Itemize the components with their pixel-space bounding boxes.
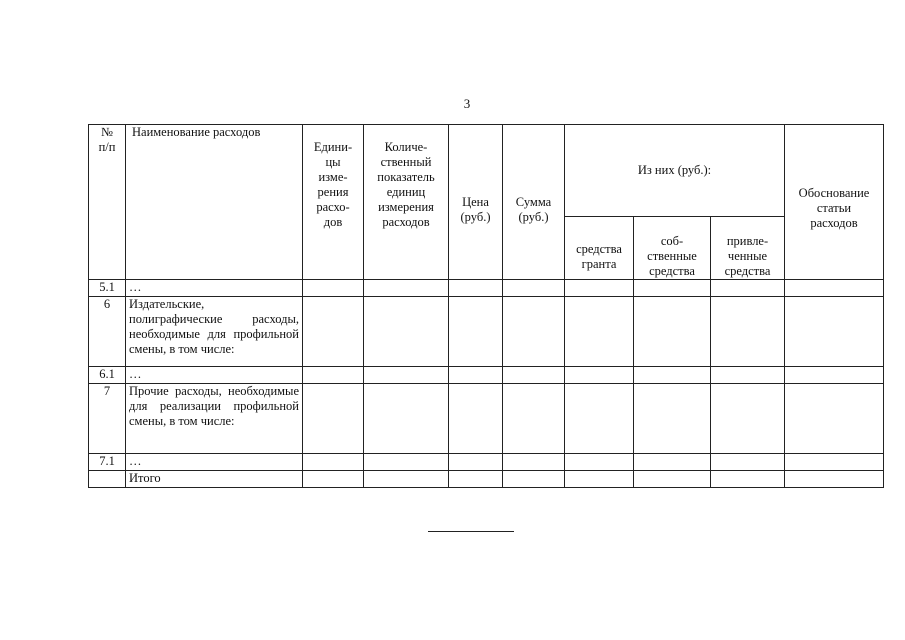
table-row: [89, 384, 884, 454]
header-unit-text: Едини- цы изме- рения расхо- дов: [313, 140, 353, 229]
row-num: 7: [89, 384, 126, 454]
row-name: …: [126, 367, 303, 384]
header-own-text: соб- ственные средства: [647, 234, 697, 278]
header-name: Наименование расходов: [126, 125, 303, 280]
table-row: [89, 454, 884, 471]
header-own: [634, 217, 711, 280]
row-name: …: [126, 280, 303, 297]
row-num: 7.1: [89, 454, 126, 471]
header-qty: [364, 125, 449, 280]
row-num: 5.1: [89, 280, 126, 297]
expense-table: [88, 124, 884, 488]
row-name: …: [126, 454, 303, 471]
page-number: 3: [463, 96, 471, 111]
row-num: 6: [89, 297, 126, 367]
row-name: Прочие расходы, необходимые для реализации профильной смены, в том числе:: [126, 384, 303, 454]
header-grant-text: средства гранта: [576, 242, 622, 271]
header-justification: [785, 125, 884, 280]
header-unit: [303, 125, 364, 280]
table-row: [89, 367, 884, 384]
header-attracted: [711, 217, 785, 280]
header-num: № п/п: [89, 125, 126, 280]
row-num: [89, 471, 126, 488]
header-grant: [565, 217, 634, 280]
header-attracted-text: привле- ченные средства: [724, 234, 771, 278]
header-of-which: Из них (руб.):: [565, 125, 785, 217]
table-row: [89, 297, 884, 367]
row-name: Издательские, полиграфические расходы, необходимые для профильной смены, в том числе:: [126, 297, 303, 367]
header-sum: [503, 125, 565, 280]
table-row: [89, 471, 884, 488]
table-row: [89, 280, 884, 297]
header-price-text: Цена (руб.): [460, 195, 491, 224]
header-price: [449, 125, 503, 280]
row-num: 6.1: [89, 367, 126, 384]
header-justification-text: Обоснование статьи расходов: [798, 186, 870, 230]
separator-line: [428, 531, 514, 532]
row-total-label: Итого: [126, 471, 303, 488]
header-sum-text: Сумма (руб.): [515, 195, 552, 224]
header-qty-text: Количе- ственный показатель единиц измерения расходов: [377, 140, 435, 229]
